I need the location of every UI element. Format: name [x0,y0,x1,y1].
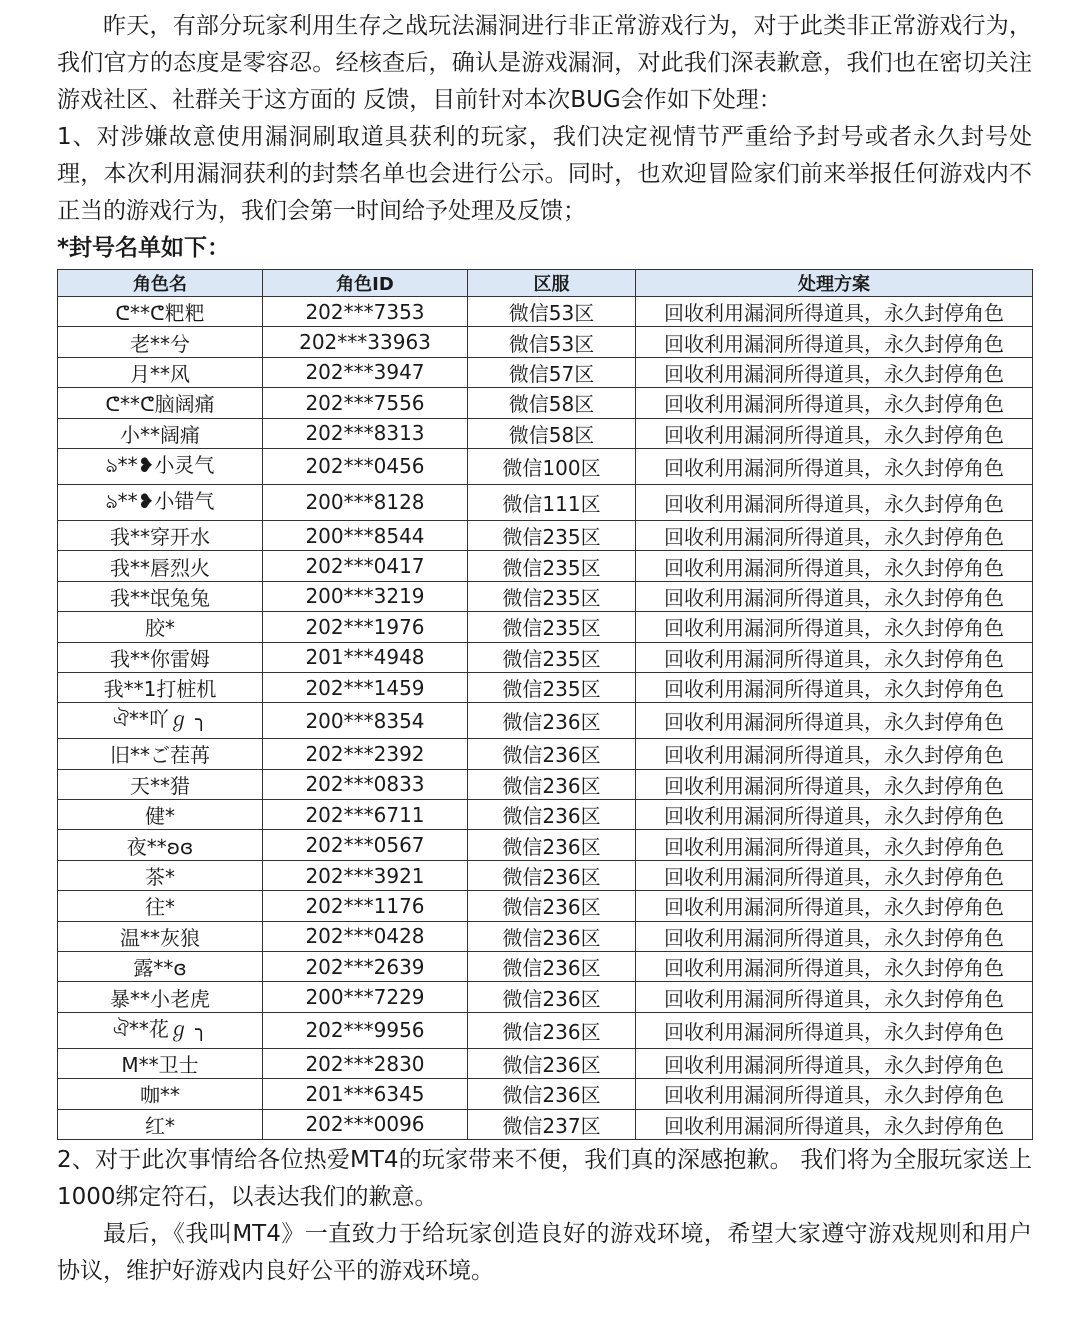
table-row [58,800,1033,830]
role-name-cell: 小**阔痛 [58,418,263,448]
table-row [58,769,1033,799]
action-cell: 回收利用漏洞所得道具，永久封停角色 [636,739,1033,769]
table-row [58,739,1033,769]
role-id-cell: 201***6345 [263,1079,468,1109]
action-cell: 回收利用漏洞所得道具，永久封停角色 [636,921,1033,951]
action-cell: 回收利用漏洞所得道具，永久封停角色 [636,642,1033,672]
table-row [58,418,1033,448]
table-row [58,357,1033,387]
server-cell: 微信235区 [468,672,636,702]
role-name-cell: 天**猎 [58,769,263,799]
role-id-cell: 200***8354 [263,703,468,739]
action-cell: 回收利用漏洞所得道具，永久封停角色 [636,484,1033,520]
role-id-cell: 202***3947 [263,357,468,387]
role-name-cell: 咖** [58,1079,263,1109]
action-cell: 回收利用漏洞所得道具，永久封停角色 [636,891,1033,921]
server-cell: 微信58区 [468,418,636,448]
table-header-row [58,270,1033,297]
action-cell: 回收利用漏洞所得道具，永久封停角色 [636,357,1033,387]
role-name-cell: 胶* [58,612,263,642]
header-action: 处理方案 [636,270,1033,297]
table-row [58,327,1033,357]
table-row [58,672,1033,702]
role-id-cell: 202***0428 [263,921,468,951]
server-cell: 微信235区 [468,581,636,611]
role-id-cell: 202***1976 [263,612,468,642]
role-id-cell: 202***0456 [263,448,468,484]
role-id-cell: 202***0833 [263,769,468,799]
server-cell: 微信236区 [468,860,636,890]
action-cell: 回收利用漏洞所得道具，永久封停角色 [636,520,1033,550]
table-row [58,581,1033,611]
role-id-cell: 202***2830 [263,1048,468,1078]
server-cell: 微信235区 [468,520,636,550]
server-cell: 微信53区 [468,297,636,327]
role-id-cell: 202***0567 [263,830,468,860]
role-name-cell: 月**风 [58,357,263,387]
table-row [58,612,1033,642]
action-cell: 回收利用漏洞所得道具，永久封停角色 [636,612,1033,642]
role-name-cell: ঐ**吖ℊ ╮ [58,703,263,739]
server-cell: 微信58区 [468,388,636,418]
table-row [58,921,1033,951]
server-cell: 微信111区 [468,484,636,520]
action-cell: 回收利用漏洞所得道具，永久封停角色 [636,581,1033,611]
table-row [58,830,1033,860]
server-cell: 微信57区 [468,357,636,387]
table-row [58,642,1033,672]
action-cell: 回收利用漏洞所得道具，永久封停角色 [636,952,1033,982]
role-id-cell: 202***0096 [263,1109,468,1139]
role-name-cell: ঌ**❥小错气 [58,484,263,520]
role-name-cell: 往* [58,891,263,921]
role-name-cell: 露**ɞ [58,952,263,982]
server-cell: 微信236区 [468,891,636,921]
role-name-cell: M**卫士 [58,1048,263,1078]
intro-paragraph: 昨天，有部分玩家利用生存之战玩法漏洞进行非正常游戏行为，对于此类非正常游戏行为，我们官方的态度是零容忍。经核查后，确认是游戏漏洞，对此我们深表歉意，我们也在密切关注游戏社区、社群关于这方面的 反馈，目前针对本次BUG会作如下处理： [57,13,1032,113]
role-name-cell: 我**1打桩机 [58,672,263,702]
role-id-cell: 200***3219 [263,581,468,611]
compensation-paragraph: 2、对于此次事情给各位热爱MT4的玩家带来不便，我们真的深感抱歉。 我们将为全服玩家送上1000绑定符石，以表达我们的歉意。 [57,1146,1032,1210]
role-id-cell: 202***8313 [263,418,468,448]
action-cell: 回收利用漏洞所得道具，永久封停角色 [636,830,1033,860]
server-cell: 微信100区 [468,448,636,484]
role-name-cell: 暴**小老虎 [58,982,263,1012]
action-cell: 回收利用漏洞所得道具，永久封停角色 [636,1079,1033,1109]
action-cell: 回收利用漏洞所得道具，永久封停角色 [636,860,1033,890]
role-name-cell: 我**唇烈火 [58,551,263,581]
server-cell: 微信236区 [468,982,636,1012]
header-role-id: 角色ID [263,270,468,297]
action-cell: 回收利用漏洞所得道具，永久封停角色 [636,1109,1033,1139]
action-cell: 回收利用漏洞所得道具，永久封停角色 [636,388,1033,418]
table-row [58,1109,1033,1139]
role-name-cell: 红* [58,1109,263,1139]
announcement-document [57,8,1032,1290]
server-cell: 微信235区 [468,612,636,642]
table-row [58,860,1033,890]
role-name-cell: 夜**ʚɞ [58,830,263,860]
server-cell: 微信236区 [468,1048,636,1078]
server-cell: 微信236区 [468,1079,636,1109]
action-cell: 回收利用漏洞所得道具，永久封停角色 [636,1012,1033,1048]
action-cell: 回收利用漏洞所得道具，永久封停角色 [636,703,1033,739]
role-id-cell: 200***8128 [263,484,468,520]
punishment-paragraph: 1、对涉嫌故意使用漏洞刷取道具获利的玩家，我们决定视情节严重给予封号或者永久封号处理，本次利用漏洞获利的封禁名单也会进行公示。同时，也欢迎冒险家们前来举报任何游戏内不正当的游戏行为，我们会第一时间给予处理及反馈； [57,124,1032,224]
role-name-cell: ঌ**❥小灵气 [58,448,263,484]
table-row [58,484,1033,520]
table-row [58,952,1033,982]
role-id-cell: 202***1459 [263,672,468,702]
role-id-cell: 202***33963 [263,327,468,357]
role-name-cell: 温**灰狼 [58,921,263,951]
role-id-cell: 201***4948 [263,642,468,672]
role-id-cell: 202***1176 [263,891,468,921]
role-id-cell: 202***3921 [263,860,468,890]
table-row [58,388,1033,418]
role-name-cell: ঐ**花ℊ ╮ [58,1012,263,1048]
role-name-cell: 老**兮 [58,327,263,357]
action-cell: 回收利用漏洞所得道具，永久封停角色 [636,327,1033,357]
action-cell: 回收利用漏洞所得道具，永久封停角色 [636,551,1033,581]
action-cell: 回收利用漏洞所得道具，永久封停角色 [636,297,1033,327]
server-cell: 微信236区 [468,769,636,799]
server-cell: 微信236区 [468,703,636,739]
table-row [58,297,1033,327]
role-id-cell: 202***7353 [263,297,468,327]
server-cell: 微信236区 [468,952,636,982]
role-name-cell: ᕦ**ᕦ粑粑 [58,297,263,327]
role-id-cell: 202***2639 [263,952,468,982]
server-cell: 微信235区 [468,551,636,581]
role-id-cell: 200***7229 [263,982,468,1012]
table-row [58,448,1033,484]
server-cell: 微信235区 [468,642,636,672]
server-cell: 微信236区 [468,739,636,769]
table-row [58,891,1033,921]
action-cell: 回收利用漏洞所得道具，永久封停角色 [636,800,1033,830]
closing-paragraph: 最后，《我叫MT4》一直致力于给玩家创造良好的游戏环境，希望大家遵守游戏规则和用户协议，维护好游戏内良好公平的游戏环境。 [57,1220,1032,1284]
table-row [58,982,1033,1012]
table-row [58,703,1033,739]
action-cell: 回收利用漏洞所得道具，永久封停角色 [636,982,1033,1012]
table-row [58,520,1033,550]
action-cell: 回收利用漏洞所得道具，永久封停角色 [636,448,1033,484]
table-row [58,1012,1033,1048]
header-role-name: 角色名 [58,270,263,297]
role-name-cell: 我**你雷姆 [58,642,263,672]
server-cell: 微信236区 [468,921,636,951]
role-name-cell: 茶* [58,860,263,890]
table-row [58,1048,1033,1078]
role-name-cell: 我**穿开水 [58,520,263,550]
table-row [58,551,1033,581]
action-cell: 回收利用漏洞所得道具，永久封停角色 [636,418,1033,448]
header-server: 区服 [468,270,636,297]
action-cell: 回收利用漏洞所得道具，永久封停角色 [636,672,1033,702]
role-id-cell: 202***6711 [263,800,468,830]
server-cell: 微信236区 [468,800,636,830]
role-name-cell: 旧**ご茬苒 [58,739,263,769]
role-name-cell: 健* [58,800,263,830]
server-cell: 微信237区 [468,1109,636,1139]
role-id-cell: 202***7556 [263,388,468,418]
action-cell: 回收利用漏洞所得道具，永久封停角色 [636,1048,1033,1078]
ban-list-body [58,297,1033,1140]
role-name-cell: ᕦ**ᕦ脑阔痛 [58,388,263,418]
role-id-cell: 202***9956 [263,1012,468,1048]
role-name-cell: 我**氓兔兔 [58,581,263,611]
role-id-cell: 202***0417 [263,551,468,581]
server-cell: 微信236区 [468,830,636,860]
server-cell: 微信53区 [468,327,636,357]
action-cell: 回收利用漏洞所得道具，永久封停角色 [636,769,1033,799]
server-cell: 微信236区 [468,1012,636,1048]
role-id-cell: 202***2392 [263,739,468,769]
ban-list-table [57,269,1033,1140]
ban-list-title: *封号名单如下： [57,235,231,261]
table-row [58,1079,1033,1109]
role-id-cell: 200***8544 [263,520,468,550]
